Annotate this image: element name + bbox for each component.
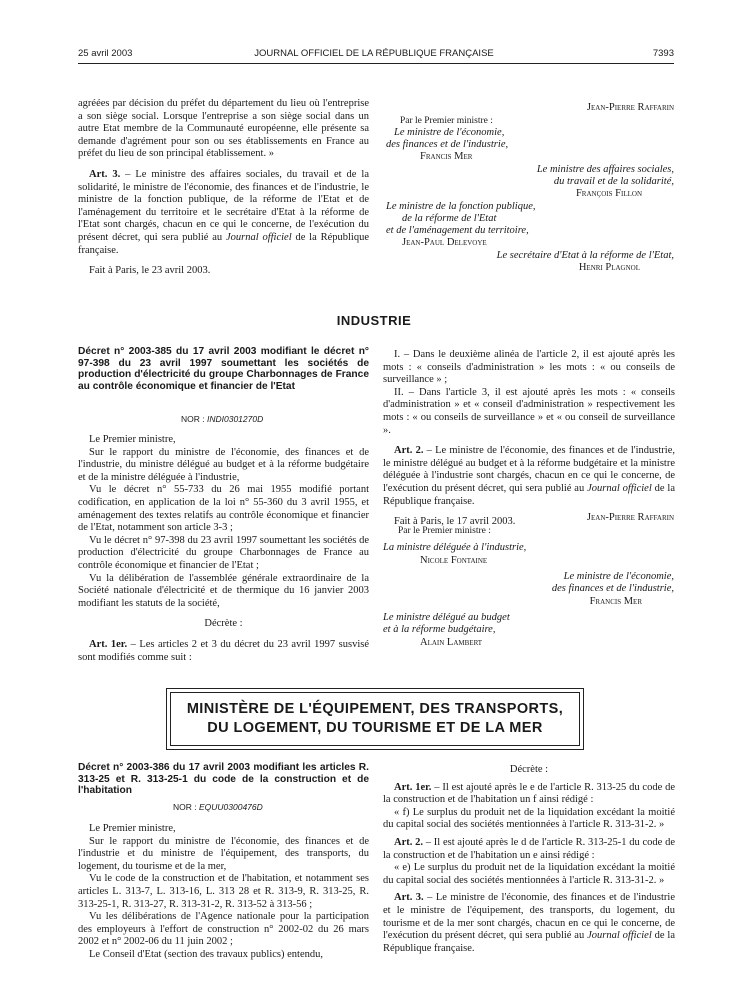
premier-ministre: Le Premier ministre, xyxy=(89,434,176,445)
signature-pm-name: Jean-Pierre Raffarin xyxy=(586,512,674,523)
decrete: Décrète : xyxy=(509,764,549,775)
signature-name: Jean-Paul Delevoye xyxy=(402,237,487,248)
ministry-title-line-1: MINISTÈRE DE L'ÉQUIPEMENT, DES TRANSPORTS, xyxy=(186,701,564,717)
decrete: Décrète : xyxy=(204,618,243,630)
equipement-left-column xyxy=(78,823,369,962)
decree-title: Décret n° 2003-386 du 17 avril 2003 modifiant les articles R. 313-25 et R. 313-25-1 du code de la construction et de l'habitation xyxy=(78,762,369,796)
article-3-paragraph: Art. 3. – Le ministre des affaires sociales, du travail et de la solidarité, le ministre de l'économie, des finances et de l'industrie, le ministre de la fonction publique, de la réforme de l'Etat et de l'aménagement du territoire et le secrétaire d'Etat à la réforme de l'Etat sont chargés, chacun en ce qui le concerne, de l'exécution du présent décret, qui sera publié au Journal officiel de la République française. xyxy=(78,168,369,256)
continuation-paragraph: agréées par décision du préfet du département du lieu où l'entreprise a son siège social. Lorsque l'entreprise a son siège social dans un autre Etat membre de la Communauté européenne, elle présente sa demande d'agrément pour son ou ses établissements en France au préfet du lieu de son principal établissement. » xyxy=(78,98,369,160)
decree-title: Décret n° 2003-385 du 17 avril 2003 modifiant le décret n° 97-398 du 23 avril 1997 soumettant les sociétés de production d'électricité du groupe Charbonnages de France au contrôle économique et financier de l'Etat xyxy=(78,346,369,392)
quoted-text: « f) Le surplus du produit net de la liquidation excédant la moitié du capital social des sociétés mentionnées à l'article R. 313-31-2. » xyxy=(383,806,675,831)
signature-par-premier-ministre: Par le Premier ministre : xyxy=(400,116,493,126)
signature-role: Le ministre de l'économie, xyxy=(394,127,505,138)
signature-name: Nicole Fontaine xyxy=(420,555,488,566)
header-page-number: 7393 xyxy=(652,48,674,59)
nor-reference: NOR : INDI0301270D xyxy=(181,414,264,424)
quoted-text: « e) Le surplus du produit net de la liquidation excédant la moitié du capital social des sociétés mentionnées à l'article R. 313-31-2. » xyxy=(383,862,675,886)
header-journal-title: JOURNAL OFFICIEL DE LA RÉPUBLIQUE FRANÇAISE xyxy=(254,48,494,59)
section-title-industrie: INDUSTRIE xyxy=(336,313,412,328)
article-3-label: Art. 3. xyxy=(89,168,121,180)
signature-par-premier-ministre: Par le Premier ministre : xyxy=(398,526,491,536)
signature-role: et de l'aménagement du territoire, xyxy=(386,225,529,236)
signature-role: Le ministre des affaires sociales, xyxy=(536,164,674,175)
signature-role: Le ministre délégué au budget xyxy=(383,612,510,623)
article-2-label: Art. 2. xyxy=(394,445,424,457)
done-at-paris: Fait à Paris, le 17 avril 2003. xyxy=(394,516,516,528)
ministry-title-box xyxy=(166,688,584,750)
ministry-title-line-2: DU LOGEMENT, DU TOURISME ET DE LA MER xyxy=(207,720,543,736)
signature-name: Henri Plagnol xyxy=(578,262,640,273)
visa-paragraph: Vu le décret n° 55-733 du 26 mai 1955 modifié portant codification, en application de la loi n° 55-360 du 3 avril 1955, et aménagement des textes relatifs au contrôle économique et financier de l'Etat, notamment son article 3-3 ; xyxy=(78,484,369,534)
signature-role: La ministre déléguée à l'industrie, xyxy=(383,542,527,553)
equipement-right-column xyxy=(383,764,675,955)
visa-paragraph: Sur le rapport du ministre de l'économie, des finances et de l'industrie et du ministre de l'équipement, des transports, du logement, du tourisme et de la mer, xyxy=(78,835,369,872)
premier-ministre: Le Premier ministre, xyxy=(89,823,176,834)
signature-role: des finances et de l'industrie, xyxy=(386,139,509,150)
article-2-label: Art. 2. xyxy=(394,836,424,848)
article-2-paragraph: Art. 2. – Il est ajouté après le d de l'article R. 313-25-1 du code de la construction et de l'habitation un e ainsi rédigé : xyxy=(383,836,675,861)
signature-name: Alain Lambert xyxy=(420,637,483,648)
header-date: 25 avril 2003 xyxy=(78,48,133,59)
signature-role: de la réforme de l'Etat xyxy=(402,213,497,224)
top-left-column xyxy=(78,98,369,278)
visa-paragraph: Vu les délibérations de l'Agence nationale pour la participation des employeurs à l'effort de construction n° 2002-02 du 26 mars 2002 et n° 2002-06 du 11 juin 2002 ; xyxy=(78,911,369,948)
nor-reference: NOR : EQUU0300476D xyxy=(173,802,263,812)
article-1-paragraph: Art. 1er. – Les articles 2 et 3 du décret du 23 avril 1997 susvisé sont modifiés comme suit : xyxy=(78,638,369,663)
visa-paragraph: Vu la délibération de l'assemblée générale extraordinaire de la Société nationale d'électricité et de thermique du 16 janvier 2003 modifiant les statuts de la société, xyxy=(78,572,369,609)
article-3-label: Art. 3. xyxy=(394,892,424,904)
visa-paragraph: Vu le code de la construction et de l'habitation, et notamment ses articles L. 313-7, L. 313-16, L. 313 28 et R. 313-9, R. 313-25, R. 313-25-1, R. 313-27, R. 313-31-2, R. 313-52 à 313-56 ; xyxy=(78,873,369,910)
signature-name: Francis Mer xyxy=(420,151,473,162)
signature-name: Francis Mer xyxy=(589,596,642,607)
signature-pm-name: Jean-Pierre Raffarin xyxy=(586,102,674,113)
signature-role: des finances et de l'industrie, xyxy=(551,583,674,594)
article-1-label: Art. 1er. xyxy=(394,781,432,793)
amendment-paragraph: II. – Dans l'article 3, il est ajouté après les mots : « conseils d'administration » et « conseil d'administration » respectivement les mots : « ou conseils de surveillance » et « ou conseil de surveillance ». xyxy=(383,386,675,436)
done-at-paris: Fait à Paris, le 23 avril 2003. xyxy=(89,265,211,277)
visa-paragraph: Sur le rapport du ministre de l'économie, des finances et de l'industrie, du ministre délégué au budget et à la réforme budgétaire et de la ministre déléguée à l'industrie, xyxy=(78,446,369,483)
signature-role: et à la réforme budgétaire, xyxy=(383,624,496,635)
signature-role: Le ministre de l'économie, xyxy=(563,571,674,582)
article-1-label: Art. 1er. xyxy=(89,638,128,650)
amendment-paragraph: I. – Dans le deuxième alinéa de l'article 2, il est ajouté après les mots : « conseils d'administration » les mots : « ou conseils de surveillance » ; xyxy=(383,349,675,386)
visa-paragraph: Vu le décret n° 97-398 du 23 avril 1997 soumettant les sociétés de production d'électricité du groupe Charbonnages de France au contrôle économique et financier de l'Etat ; xyxy=(78,534,369,571)
article-2-paragraph: Art. 2. – Le ministre de l'économie, des finances et de l'industrie, le ministre délégué au budget et à la réforme budgétaire et la ministre déléguée à l'industrie sont chargés, chacun en ce qui le concerne, de l'exécution du présent décret, qui sera publié au Journal officiel de la République française. xyxy=(383,445,675,507)
article-1-paragraph: Art. 1er. – Il est ajouté après le e de l'article R. 313-25 du code de la construction et de l'habitation un f ainsi rédigé : xyxy=(383,781,675,806)
signature-role: Le secrétaire d'Etat à la réforme de l'Etat, xyxy=(496,250,674,261)
industrie-right-column xyxy=(383,349,675,529)
signature-role: du travail et de la solidarité, xyxy=(553,176,674,187)
signature-role: Le ministre de la fonction publique, xyxy=(386,201,536,212)
header-rule xyxy=(78,63,674,64)
signature-name: François Fillon xyxy=(575,188,642,199)
visa-paragraph: Le Conseil d'Etat (section des travaux publics) entendu, xyxy=(89,948,323,960)
article-3-paragraph: Art. 3. – Le ministre de l'économie, des finances et de l'industrie et le ministre de l'équipement, des transports, du logement, du tourisme et de la mer sont chargés, chacun en ce qui le concerne, de l'exécution du présent décret, qui sera publié au Journal officiel de la République française. xyxy=(383,892,675,954)
ministry-title-box-inner xyxy=(170,692,580,746)
industrie-left-column xyxy=(78,434,369,664)
